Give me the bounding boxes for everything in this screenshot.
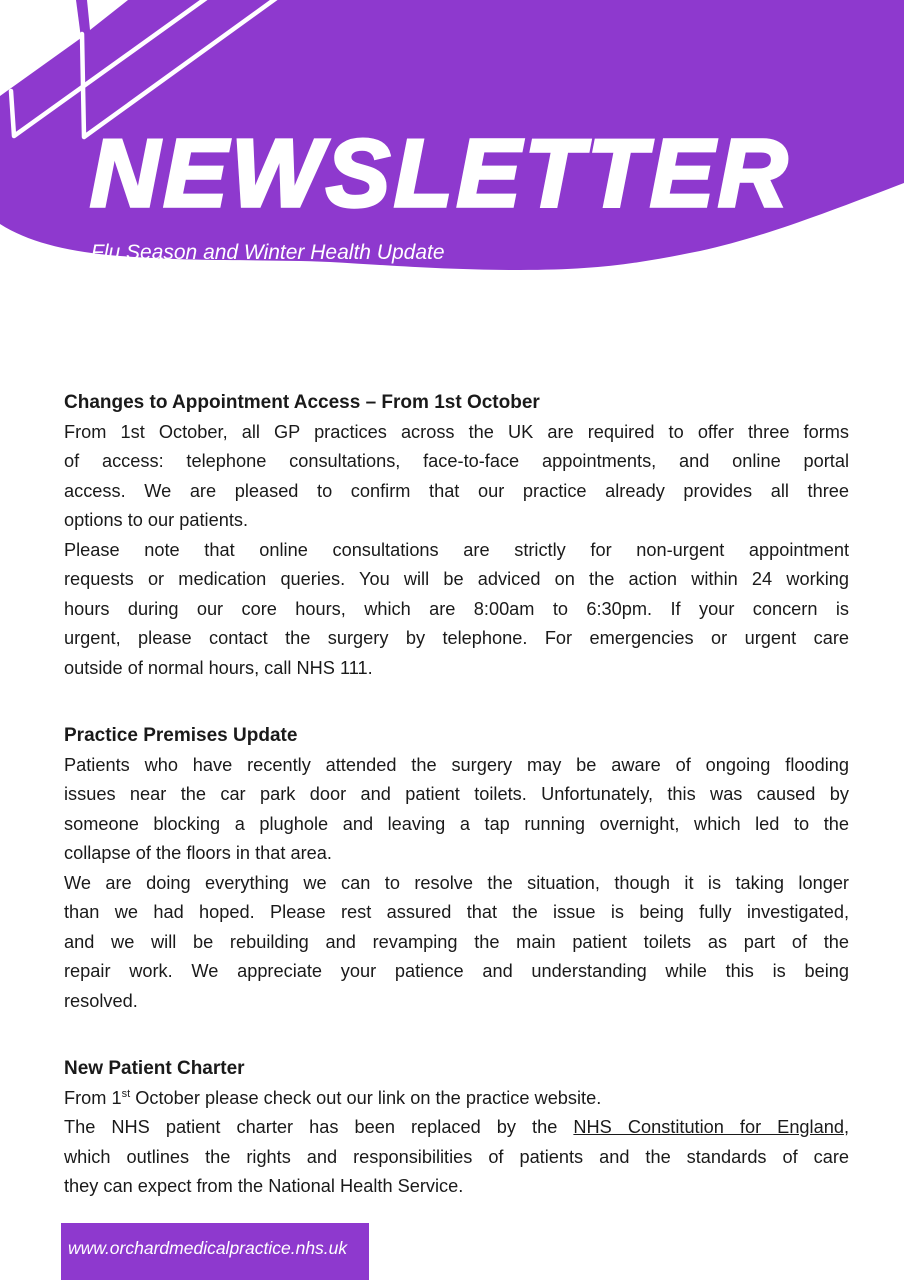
subtitle-date: September 2025 xyxy=(91,271,247,294)
body-line: and we will be rebuilding and revamping the main patient toilets as part of the xyxy=(64,931,849,952)
body-line: hours during our core hours, which are 8:00am to 6:30pm. If your concern is xyxy=(64,598,849,619)
body-line: The NHS patient charter has been replaced by the NHS Constitution for England, xyxy=(64,1117,849,1137)
body-line: which outlines the rights and responsibilities of patients and the standards of care xyxy=(64,1146,849,1167)
newsletter-section xyxy=(64,721,849,1016)
superscript: st xyxy=(121,1087,131,1100)
body-line: requests or medication queries. You will be adviced on the action within 24 working xyxy=(64,569,849,589)
section-heading: New Patient Charter xyxy=(64,1058,245,1079)
body-line: repair work. We appreciate your patience and understanding while this is being xyxy=(64,961,849,981)
body-line: collapse of the floors in that area. xyxy=(64,843,332,863)
newsletter-section xyxy=(64,1054,849,1202)
body-line: resolved. xyxy=(64,990,138,1011)
subtitle-topic: Flu Season and Winter Health Update xyxy=(91,241,445,264)
newsletter-subtitle xyxy=(91,238,445,298)
body-line: urgent, please contact the surgery by telephone. For emergencies or urgent care xyxy=(64,628,849,648)
body-line: than we had hoped. Please rest assured that the issue is being fully investigated, xyxy=(64,902,849,922)
practice-website-link[interactable]: www.orchardmedicalpractice.nhs.uk xyxy=(68,1238,348,1258)
body-line: Patients who have recently attended the surgery may be aware of ongoing flooding xyxy=(64,754,849,775)
body-line: We are doing everything we can to resolve the situation, though it is taking longer xyxy=(64,872,849,893)
body-line: someone blocking a plughole and leaving a tap running overnight, which led to the xyxy=(64,813,849,834)
body-line: From 1st October, all GP practices across the UK are required to offer three forms xyxy=(64,421,849,442)
body-line: Please note that online consultations are strictly for non-urgent appointment xyxy=(64,539,849,560)
body-line: options to our patients. xyxy=(64,510,249,530)
body-line: of access: telephone consultations, face-to-face appointments, and online portal xyxy=(64,451,849,471)
footer-bar xyxy=(61,1223,369,1280)
body-line: From 1st October please check out our link on the practice website. xyxy=(64,1087,602,1108)
body-line: outside of normal hours, call NHS 111. xyxy=(64,657,373,678)
nhs-constitution-link[interactable]: NHS Constitution for England xyxy=(573,1117,844,1137)
section-heading: Changes to Appointment Access – From 1st October xyxy=(64,392,540,413)
newsletter-title: NEWSLETTER xyxy=(90,120,792,227)
newsletter-body xyxy=(64,388,849,1202)
section-heading: Practice Premises Update xyxy=(64,725,298,746)
body-line: issues near the car park door and patient toilets. Unfortunately, this was caused by xyxy=(64,784,849,804)
body-line: they can expect from the National Health Service. xyxy=(64,1176,464,1196)
newsletter-section xyxy=(64,388,849,683)
body-line: access. We are pleased to confirm that our practice already provides all three xyxy=(64,480,849,501)
